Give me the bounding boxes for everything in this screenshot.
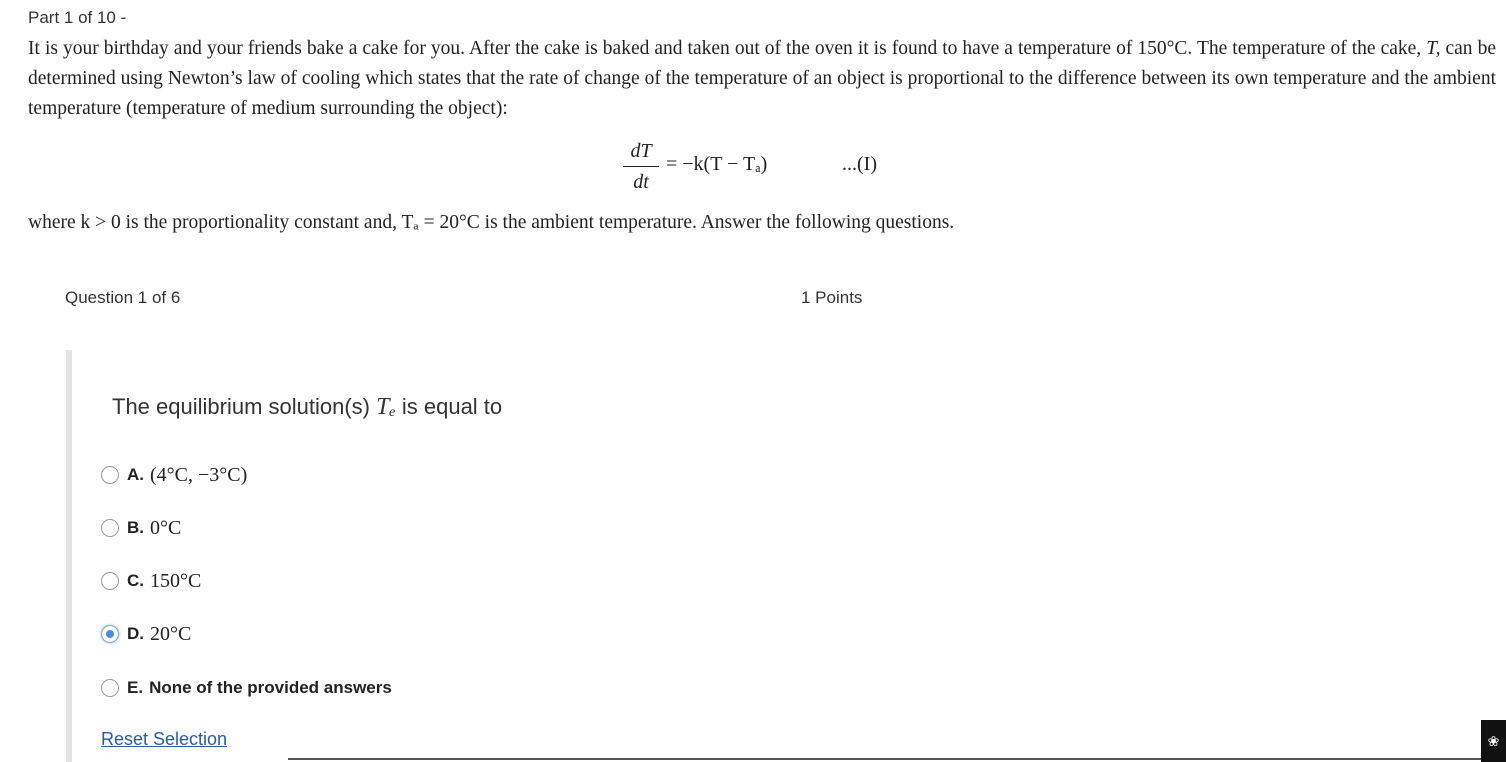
option-letter-e: E.: [127, 678, 144, 697]
option-c[interactable]: [101, 569, 201, 593]
question-number: Question 1 of 6: [65, 288, 181, 307]
option-e[interactable]: [101, 676, 392, 700]
radio-button-c[interactable]: [101, 572, 119, 590]
paw-icon[interactable]: ❀: [1481, 720, 1506, 762]
radio-button-d-selected[interactable]: [101, 625, 119, 643]
option-letter-c: C.: [127, 571, 144, 590]
bottom-divider: [288, 758, 1506, 760]
reset-selection-link[interactable]: Reset Selection: [101, 729, 228, 749]
option-text-b: 0°C: [150, 516, 182, 539]
part-header: Part 1 of 10 -: [28, 8, 127, 27]
derivative-fraction: [620, 138, 662, 195]
radio-button-b[interactable]: [101, 519, 119, 537]
intro-text-1: It is your birthday and your friends bake a cake for you. After the cake is baked and taken out of the oven it is found to have a temperature of 150°C. The temperature of the cake,: [28, 38, 1427, 59]
fraction-bar: [623, 166, 659, 167]
fraction-numerator: dT: [630, 140, 652, 162]
where-line: where k > 0 is the proportionality constant and, Tₐ = 20°C is the ambient temperature. Answer the following questions.: [28, 212, 955, 233]
option-b[interactable]: [101, 516, 181, 540]
intro-var-t: T,: [1426, 38, 1441, 59]
prompt-text-post: is equal to: [395, 394, 503, 419]
option-text-a: (4°C, −3°C): [150, 463, 248, 486]
radio-button-a[interactable]: [101, 466, 119, 484]
option-letter-b: B.: [127, 518, 144, 537]
option-text-c: 150°C: [150, 569, 202, 592]
question-prompt: [112, 394, 502, 421]
prompt-variable: Tₑ: [376, 394, 396, 420]
option-letter-a: A.: [127, 465, 144, 484]
prompt-text-pre: The equilibrium solution(s): [112, 394, 377, 419]
intro-paragraph: [28, 34, 1496, 124]
option-letter-d: D.: [127, 624, 144, 643]
radio-button-e[interactable]: [101, 679, 119, 697]
equation-label: ...(I): [842, 153, 877, 175]
option-d[interactable]: [101, 622, 191, 646]
equation-rhs: = −k(T − Tₐ): [666, 153, 768, 175]
question-points: 1 Points: [801, 288, 863, 307]
intro-text-2: can be determined using Newton’s law of cooling which states that the rate of change of the temperature of an object is proportional to the difference between its own temperature and the ambient temperature (temperature of medium surrounding the object):: [28, 38, 1496, 119]
fraction-denominator: dt: [633, 171, 649, 193]
option-text-e: None of the provided answers: [149, 678, 392, 697]
option-a[interactable]: [101, 463, 247, 487]
option-text-d: 20°C: [150, 622, 192, 645]
